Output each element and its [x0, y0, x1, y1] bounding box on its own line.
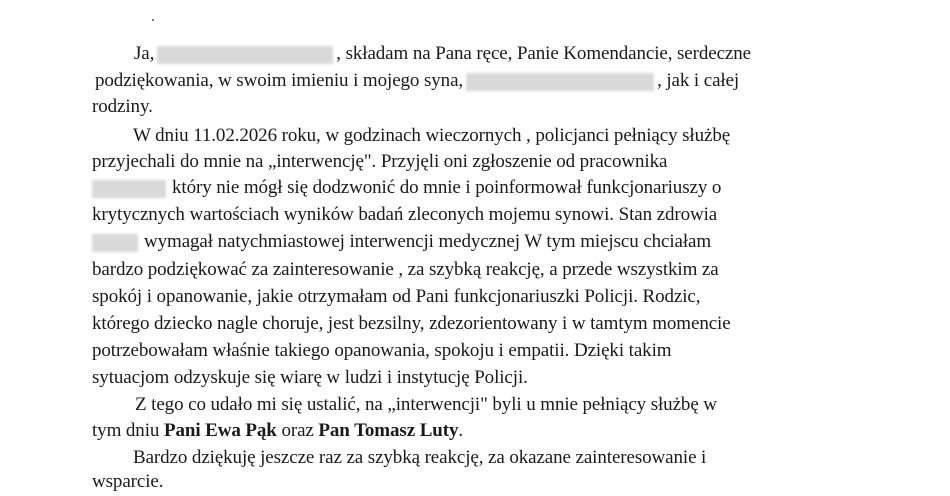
scan-speck	[152, 19, 154, 21]
letter-line-2	[95, 70, 739, 92]
text-fragment: który nie mógł się dodzwonić do mnie i poinformował funkcjonariuszy o	[172, 177, 722, 198]
redacted-name	[466, 73, 654, 91]
redacted-name	[157, 46, 333, 64]
text-fragment: .	[458, 420, 464, 441]
text-fragment: , składam na Pana ręce, Panie Komendancie, serdeczne	[336, 43, 752, 64]
letter-line-3: rodziny.	[92, 96, 153, 117]
text-fragment: , jak i całej	[657, 70, 740, 91]
letter-line-4: W dniu 11.02.2026 roku, w godzinach wieczornych , policjanci pełniący służbę	[133, 125, 731, 146]
text-fragment: Ja,	[134, 43, 155, 64]
letter-line-11: którego dziecko nagle choruje, jest bezsilny, zdezorientowany i w tamtym momencie	[92, 313, 731, 334]
officer-name: Pan Tomasz Luty	[318, 420, 459, 441]
text-fragment: podziękowania, w swoim imieniu i mojego syna,	[95, 70, 464, 91]
letter-line-16: Bardzo dziękuję jeszcze raz za szybką reakcję, za okazane zainteresowanie i	[133, 447, 707, 468]
letter-line-13: sytuacjom odzyskuje się wiarę w ludzi i instytucję Policji.	[92, 367, 528, 388]
letter-line-12: potrzebowałam właśnie takiego opanowania, spokoju i empatii. Dzięki takim	[92, 340, 672, 361]
letter-line-5: przyjechali do mnie na „interwencję". Przyjęli oni zgłoszenie od pracownika	[92, 151, 668, 172]
letter-line-17: wsparcie.	[92, 471, 164, 492]
letter-line-6	[92, 177, 721, 199]
letter-line-10: spokój i opanowanie, jakie otrzymałam od Pani funkcjonariuszki Policji. Rodzic,	[92, 286, 701, 307]
letter-line-9: bardzo podziękować za zainteresowanie , za szybką reakcję, a przede wszystkim za	[92, 259, 719, 280]
officer-name: Pani Ewa Pąk	[163, 420, 277, 441]
letter-line-8	[92, 231, 711, 253]
text-fragment: tym dniu	[92, 420, 160, 441]
letter-line-15	[92, 420, 463, 442]
text-fragment: oraz	[281, 420, 314, 441]
redacted-institution	[92, 180, 166, 198]
letter-line-14: Z tego co udało mi się ustalić, na „interwencji" byli u mnie pełniący służbę w	[135, 394, 717, 415]
text-fragment: wymagał natychmiastowej interwencji medycznej W tym miejscu chciałam	[144, 231, 712, 252]
letter-line-7: krytycznych wartościach wyników badań zleconych mojemu synowi. Stan zdrowia	[92, 204, 718, 225]
redacted-name	[92, 234, 138, 252]
letter-line-1	[134, 43, 751, 65]
